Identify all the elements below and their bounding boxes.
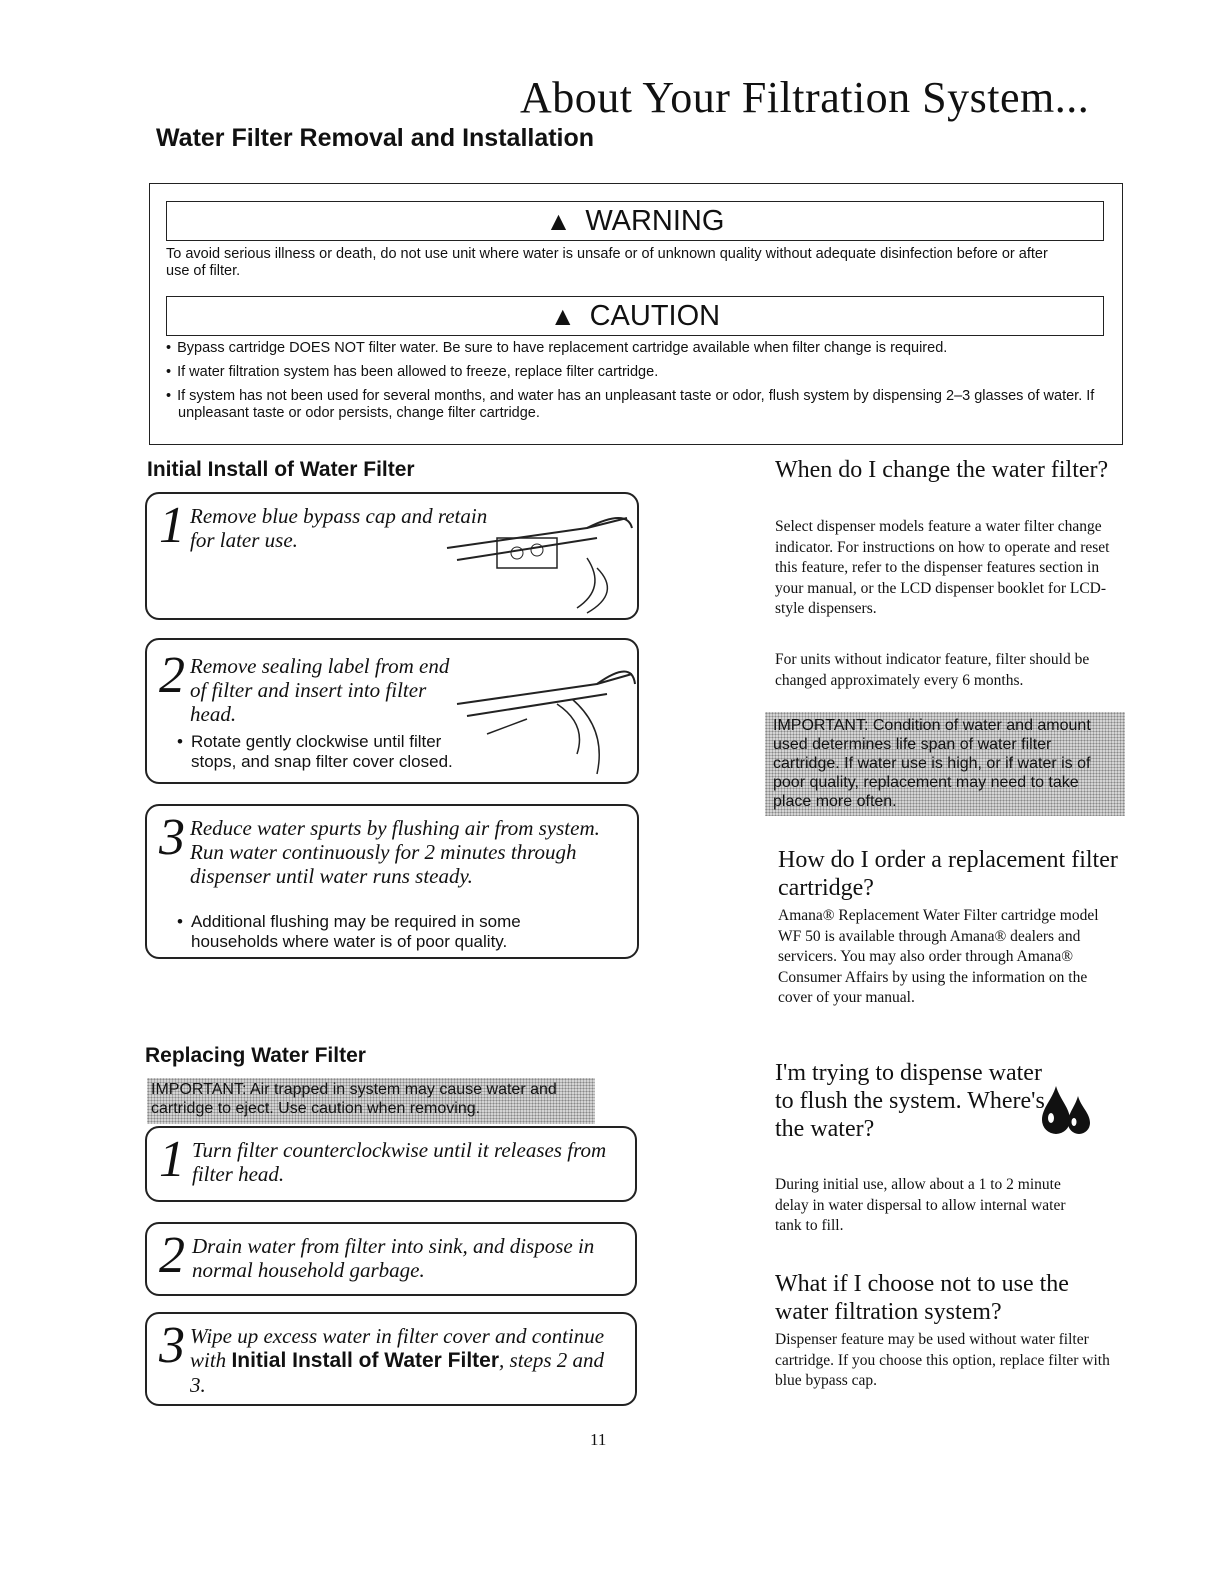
- step-text-part: , steps 2 and 3.: [190, 1348, 605, 1397]
- step-text-part: Wipe up excess water in filter cover and continue with: [190, 1324, 605, 1372]
- replace-step-1: [145, 1126, 637, 1202]
- step-text: Reduce water spurts by flushing air from system. Run water continuously for 2 minutes through dispenser until water runs steady.: [190, 816, 600, 888]
- caution-banner: [166, 296, 1104, 336]
- install-step-2: [145, 638, 639, 784]
- water-drops-icon: [1038, 1080, 1094, 1140]
- warning-text: To avoid serious illness or death, do not use unit where water is unsafe or of unknown quality without adequate disinfection before or after use of filter.: [166, 246, 1048, 279]
- step-number: 1: [159, 1131, 185, 1188]
- filter-insert-illustration: [447, 644, 637, 782]
- caution-triangle-icon: ▲: [549, 301, 576, 331]
- replacing-important-note: IMPORTANT: Air trapped in system may cause water and cartridge to eject. Use caution when removing.: [147, 1078, 595, 1124]
- step-text: [190, 1324, 610, 1397]
- caution-item: • If water filtration system has been allowed to freeze, replace filter cartridge.: [166, 364, 1116, 381]
- faq-change-question: When do I change the water filter?: [775, 457, 1109, 483]
- step-number: 3: [159, 1317, 185, 1374]
- filter-bypass-illustration: [437, 498, 637, 616]
- step-bullet: • Rotate gently clockwise until filter stops, and snap filter cover closed.: [173, 732, 491, 772]
- caution-label: CAUTION: [589, 300, 721, 332]
- warning-banner: [166, 201, 1104, 241]
- step-text: Remove blue bypass cap and retain for later use.: [190, 504, 488, 552]
- faq-dispense-question: I'm trying to dispense water to flush the system. Where's the water?: [775, 1060, 1045, 1142]
- step-number: 2: [159, 1227, 185, 1284]
- caution-item: • If system has not been used for several months, and water has an unpleasant taste or odor, flush system by dispensing 2–3 glasses of water. If unpleasant taste or odor persists, change filter cartridge.: [166, 388, 1116, 422]
- step-bullet: • Additional flushing may be required in some households where water is of poor quality.: [173, 912, 591, 952]
- faq-order-question: How do I order a replacement filter cartridge?: [778, 847, 1118, 901]
- page-number: 11: [590, 1430, 607, 1449]
- faq-dispense-answer: During initial use, allow about a 1 to 2 minute delay in water dispersal to allow internal water tank to fill.: [775, 1176, 1066, 1234]
- replace-step-3: [145, 1312, 637, 1406]
- step-text: Drain water from filter into sink, and dispose in normal household garbage.: [192, 1234, 595, 1282]
- warning-label: WARNING: [585, 205, 725, 237]
- warning-triangle-icon: ▲: [545, 206, 572, 236]
- faq-not-use-answer: Dispenser feature may be used without water filter cartridge. If you choose this option, replace filter with blue bypass cap.: [775, 1331, 1110, 1389]
- faq-change-answer: Select dispenser models feature a water filter change indicator. For instructions on how to operate and reset this feature, refer to the dispenser features section in your manual, or the LCD dispenser booklet for LCD-style dispensers.: [775, 518, 1110, 617]
- step-number: 3: [159, 809, 185, 866]
- replacing-heading: Replacing Water Filter: [145, 1044, 366, 1067]
- install-step-1: [145, 492, 639, 620]
- page-subtitle: Water Filter Removal and Installation: [156, 124, 595, 152]
- faq-order-answer: Amana® Replacement Water Filter cartridge model WF 50 is available through Amana® dealers and servicers. You may also order through Amana® Consumer Affairs by using the information on the cover of your manual.: [778, 907, 1099, 1006]
- cross-reference-link: Initial Install of Water Filter: [231, 1349, 500, 1372]
- step-text: Remove sealing label from end of filter and insert into filter head.: [190, 654, 450, 726]
- initial-install-heading: Initial Install of Water Filter: [147, 458, 415, 481]
- faq-change-answer-2: For units without indicator feature, filter should be changed approximately every 6 months.: [775, 651, 1090, 689]
- page-title: About Your Filtration System...: [520, 73, 1090, 122]
- faq-change-important-note: IMPORTANT: Condition of water and amount used determines life span of water filter cartridge. If water use is high, or if water is of poor quality, replacement may need to take place more often.: [765, 712, 1125, 816]
- step-number: 2: [159, 647, 185, 704]
- faq-not-use-question: What if I choose not to use the water filtration system?: [775, 1271, 1069, 1325]
- step-number: 1: [159, 497, 185, 554]
- caution-list: [166, 340, 1116, 429]
- caution-item: • Bypass cartridge DOES NOT filter water. Be sure to have replacement cartridge available when filter change is required.: [166, 340, 1116, 357]
- replace-step-2: [145, 1222, 637, 1296]
- step-text: Turn filter counterclockwise until it releases from filter head.: [192, 1138, 607, 1186]
- install-step-3: [145, 804, 639, 959]
